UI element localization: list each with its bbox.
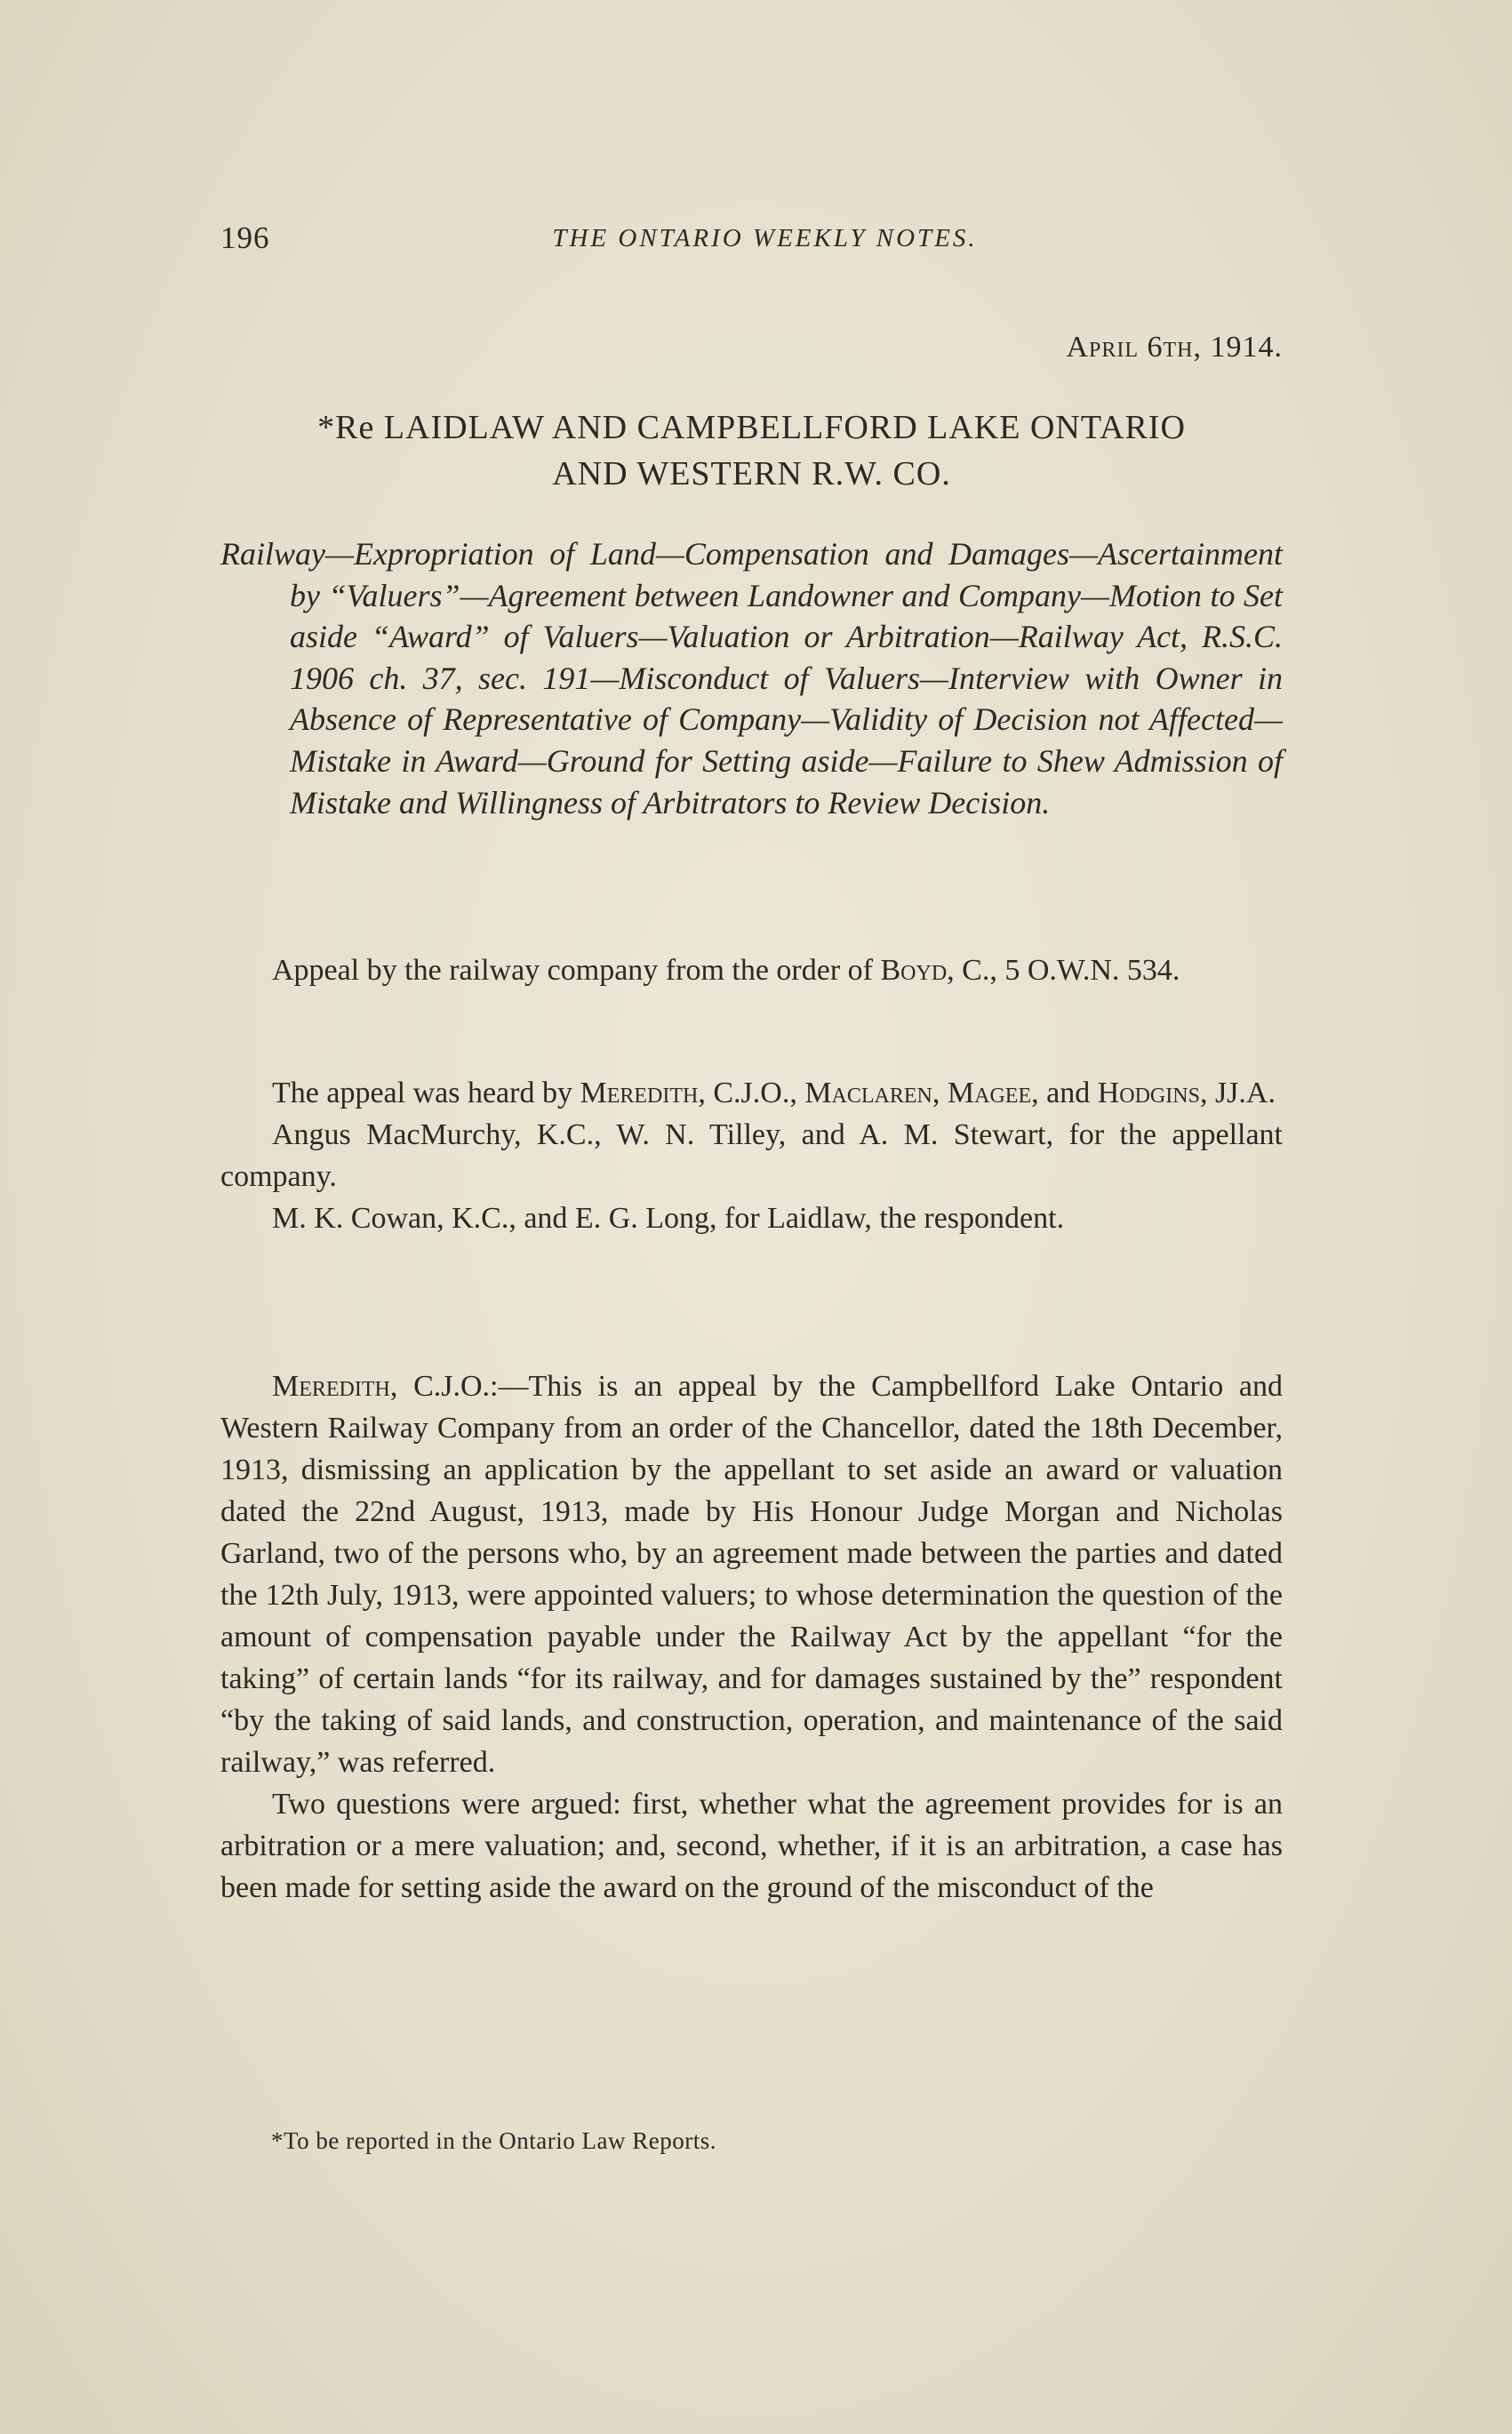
judgment-title: , C.J.O.:: [389, 1370, 499, 1403]
headnote: [220, 533, 1283, 823]
heard-judge-4: Hodgins: [1097, 1077, 1200, 1109]
judgment-section: [220, 1365, 1283, 1909]
heard-separator-3: , and: [1031, 1077, 1098, 1109]
running-title: THE ONTARIO WEEKLY NOTES.: [552, 224, 978, 252]
judgment-text: —This is an appeal by the Campbellford Lake Ontario and Western Railway Company from an order of the Chancellor, dated the 18th December, 1913, dismissing an application by the appellant to set aside an award or valuation dated the 22nd August, 1913, made by His Honour Judge Morgan and Nicholas Garland, two of the persons who, by an agreement made between the parties and dated the 12th July, 1913, were appointed valuers; to whose determination the question of the amount of compensation payable under the Railway Act by the appellant “for the taking” of certain lands “for its railway, and for damages sustained by the” respondent “by the taking of said lands, and construction, operation, and maintenance of the said railway,” was referred.: [220, 1370, 1283, 1779]
heard-end: , JJ.A.: [1199, 1077, 1276, 1109]
footnote: *To be reported in the Ontario Law Reports.: [271, 2127, 716, 2154]
headnote-text: Railway—Expropriation of Land—Compensation and Damages—Ascertainment by “Valuers”—Agreement between Landowner and Company—Motion to Set aside “Award” of Valuers—Valuation or Arbitration—Railway Act, R.S.C. 1906 ch. 37, sec. 191—Misconduct of Valuers—Interview with Owner in Absence of Representative of Company—Validity of Decision not Affected—Mistake in Award—Ground for Setting aside—Failure to Shew Admission of Mistake and Willingness of Arbitrators to Review Decision.: [220, 536, 1283, 821]
appeal-intro: Appeal by the railway company from the order of: [272, 954, 881, 987]
page-number: 196: [220, 220, 270, 255]
heard-separator-1: , C.J.O.,: [698, 1077, 805, 1109]
decision-date: April 6th, 1914.: [1066, 331, 1283, 364]
appeal-citation: , C., 5 O.W.N. 534.: [947, 954, 1180, 987]
heard-judge-3: Magee: [947, 1077, 1032, 1109]
heard-by-text: [220, 1072, 1283, 1114]
case-title-line-2: AND WESTERN R.W. CO.: [552, 455, 951, 492]
hearing-section: [220, 1072, 1283, 1239]
respondent-counsel: M. K. Cowan, K.C., and E. G. Long, for Laidlaw, the respondent.: [272, 1202, 1065, 1235]
judgment-paragraph-2: Two questions were argued: first, whether what the agreement provides for is an arbitration or a mere valuation; and, second, whether, if it is an arbitration, a case has been made for setting aside the award on the ground of the misconduct of the: [220, 1788, 1283, 1904]
appellant-counsel: Angus MacMurchy, K.C., W. N. Tilley, and A. M. Stewart, for the appellant company.: [220, 1118, 1283, 1193]
appeal-paragraph: [220, 949, 1283, 991]
page-header: [220, 220, 1283, 265]
judgment-judge: Meredith: [272, 1370, 390, 1403]
appeal-judge: Boyd: [880, 954, 948, 987]
heard-intro: The appeal was heard by: [272, 1077, 580, 1109]
heard-judge-1: Meredith: [580, 1077, 699, 1109]
heard-separator-2: ,: [932, 1077, 948, 1109]
case-title: [220, 404, 1283, 497]
heard-judge-2: Maclaren: [804, 1077, 932, 1109]
case-title-line-1: *Re LAIDLAW AND CAMPBELLFORD LAKE ONTARIO: [317, 409, 1186, 446]
appeal-text: [220, 949, 1283, 991]
judgment-paragraph-1: [220, 1365, 1283, 1783]
